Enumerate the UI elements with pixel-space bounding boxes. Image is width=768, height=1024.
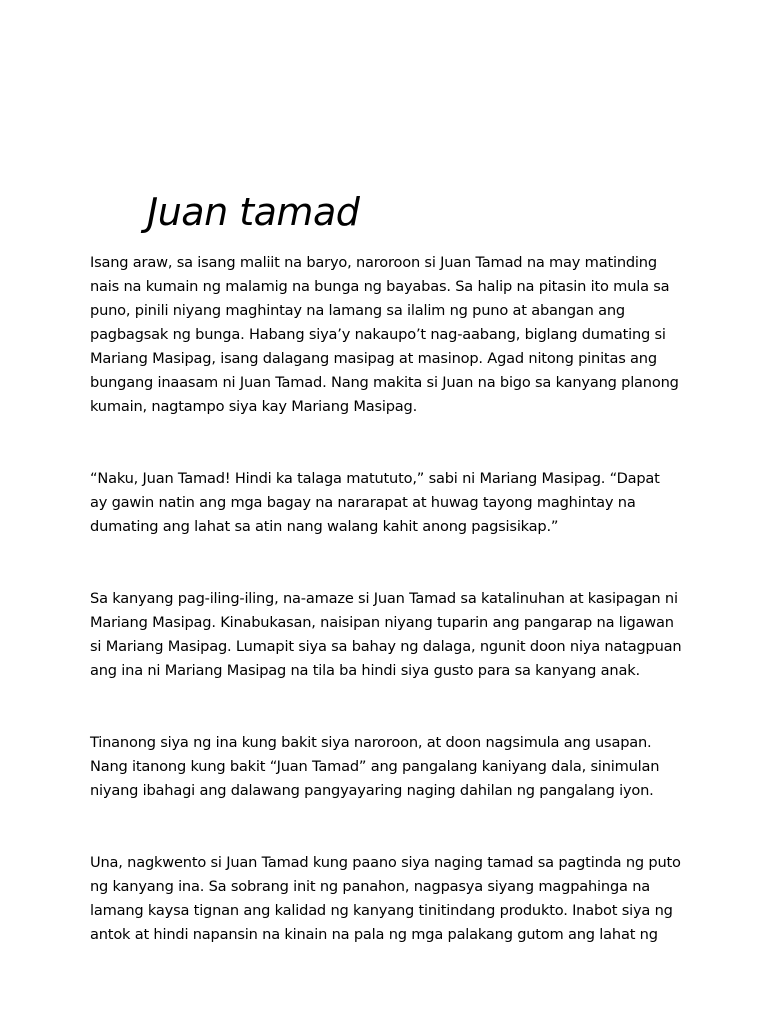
paragraph-line: bungang inaasam ni Juan Tamad. Nang makita si Juan na bigo sa kanyang planong [90, 374, 679, 391]
paragraph-line: Nang itanong kung bakit “Juan Tamad” ang pangalang kaniyang dala, sinimulan [90, 758, 660, 775]
document-title: Juan tamad [147, 190, 360, 234]
paragraph-spacer [90, 803, 680, 851]
paragraph-line: Mariang Masipag. Kinabukasan, naisipan niyang tuparin ang pangarap na ligawan [90, 614, 674, 631]
paragraph-line: “Naku, Juan Tamad! Hindi ka talaga matututo,” sabi ni Mariang Masipag. “Dapat [90, 470, 660, 487]
paragraph-spacer [90, 539, 680, 587]
paragraph-3 [90, 587, 680, 683]
paragraph-line: Una, nagkwento si Juan Tamad kung paano siya naging tamad sa pagtinda ng puto [90, 854, 681, 871]
paragraph-1 [90, 251, 680, 419]
paragraph-line: puno, pinili niyang maghintay na lamang sa ilalim ng puno at abangan ang [90, 302, 625, 319]
document-body [90, 251, 680, 947]
paragraph-line: ng kanyang ina. Sa sobrang init ng panahon, nagpasya siyang magpahinga na [90, 878, 651, 895]
paragraph-spacer [90, 419, 680, 467]
paragraph-4 [90, 731, 680, 803]
paragraph-line: lamang kaysa tignan ang kalidad ng kanyang tinitindang produkto. Inabot siya ng [90, 902, 673, 919]
paragraph-line: Sa kanyang pag-iling-iling, na-amaze si Juan Tamad sa katalinuhan at kasipagan ni [90, 590, 678, 607]
paragraph-line: si Mariang Masipag. Lumapit siya sa bahay ng dalaga, ngunit doon niya natagpuan [90, 638, 682, 655]
paragraph-line: nais na kumain ng malamig na bunga ng bayabas. Sa halip na pitasin ito mula sa [90, 278, 670, 295]
paragraph-line: ang ina ni Mariang Masipag na tila ba hindi siya gusto para sa kanyang anak. [90, 662, 640, 679]
paragraph-line: dumating ang lahat sa atin nang walang kahit anong pagsisikap.” [90, 518, 559, 535]
paragraph-line: pagbagsak ng bunga. Habang siya’y nakaupo’t nag-aabang, biglang dumating si [90, 326, 666, 343]
paragraph-line: niyang ibahagi ang dalawang pangyayaring naging dahilan ng pangalang iyon. [90, 782, 654, 799]
paragraph-line: Tinanong siya ng ina kung bakit siya naroroon, at doon nagsimula ang usapan. [90, 734, 652, 751]
paragraph-spacer [90, 683, 680, 731]
paragraph-2 [90, 467, 680, 539]
paragraph-5 [90, 851, 680, 947]
paragraph-line: ay gawin natin ang mga bagay na nararapat at huwag tayong maghintay na [90, 494, 636, 511]
paragraph-line: Isang araw, sa isang maliit na baryo, naroroon si Juan Tamad na may matinding [90, 254, 657, 271]
paragraph-line: kumain, nagtampo siya kay Mariang Masipag. [90, 398, 418, 415]
paragraph-line: antok at hindi napansin na kinain na pala ng mga palakang gutom ang lahat ng [90, 926, 658, 943]
paragraph-line: Mariang Masipag, isang dalagang masipag at masinop. Agad nitong pinitas ang [90, 350, 657, 367]
